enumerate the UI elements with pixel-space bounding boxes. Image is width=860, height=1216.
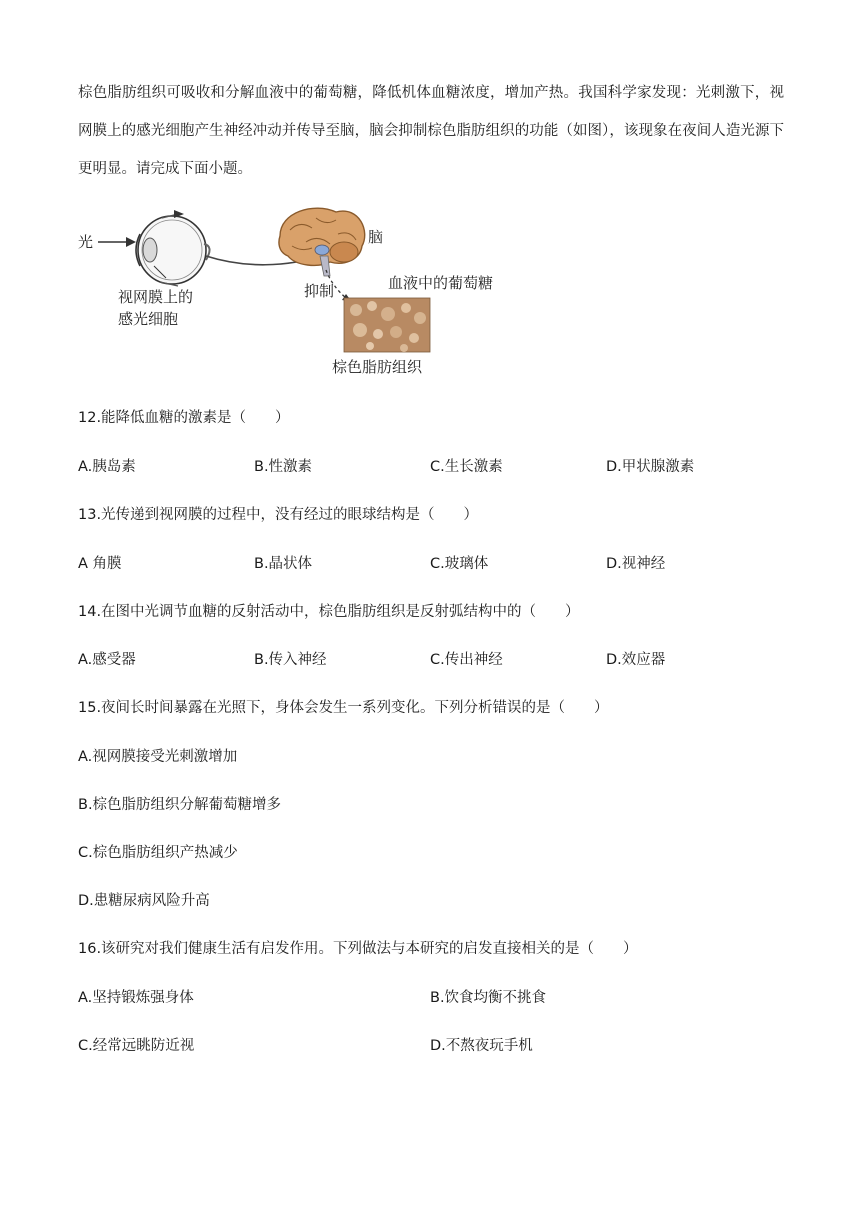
question-13-stem: 13.光传递到视网膜的过程中，没有经过的眼球结构是（ ） xyxy=(78,507,479,523)
question-13-option-d[interactable]: D.视神经 xyxy=(606,556,666,572)
question-12-option-a[interactable]: A.胰岛素 xyxy=(78,459,136,475)
question-15-option-b[interactable]: B.棕色脂肪组织分解葡萄糖增多 xyxy=(78,797,282,813)
question-16-option-a[interactable]: A.坚持锻炼强身体 xyxy=(78,990,194,1006)
question-12-option-b[interactable]: B.性激素 xyxy=(254,459,313,475)
adipose-tissue-label: 棕色脂肪组织 xyxy=(332,358,423,376)
question-13-option-b[interactable]: B.晶状体 xyxy=(254,556,313,572)
inhibit-label: 抑制 xyxy=(304,282,335,300)
question-13-option-a[interactable]: A 角膜 xyxy=(78,556,122,572)
question-15-option-a[interactable]: A.视网膜接受光刺激增加 xyxy=(78,749,238,765)
retina-label-line2: 感光细胞 xyxy=(118,310,179,328)
question-12-option-d[interactable]: D.甲状腺激素 xyxy=(606,459,695,475)
question-12-option-c[interactable]: C.生长激素 xyxy=(430,459,503,475)
question-14-option-b[interactable]: B.传入神经 xyxy=(254,652,327,668)
question-14-stem: 14.在图中光调节血糖的反射活动中，棕色脂肪组织是反射弧结构中的（ ） xyxy=(78,604,580,620)
question-15-option-c[interactable]: C.棕色脂肪组织产热减少 xyxy=(78,845,238,861)
question-15-option-d[interactable]: D.患糖尿病风险升高 xyxy=(78,893,210,909)
question-14-option-d[interactable]: D.效应器 xyxy=(606,652,666,668)
question-16-option-d[interactable]: D.不熬夜玩手机 xyxy=(430,1038,533,1054)
retina-label-line1: 视网膜上的 xyxy=(118,288,194,306)
adipose-tissue-image xyxy=(344,298,430,352)
light-label: 光 xyxy=(78,233,94,251)
glucose-label: 血液中的葡萄糖 xyxy=(388,274,494,292)
question-15-stem: 15.夜间长时间暴露在光照下，身体会发生一系列变化。下列分析错误的是（ ） xyxy=(78,700,609,716)
question-13-option-c[interactable]: C.玻璃体 xyxy=(430,556,489,572)
eyeball-icon xyxy=(136,210,210,286)
question-16-stem: 16.该研究对我们健康生活有启发作用。下列做法与本研究的启发直接相关的是（ ） xyxy=(78,941,638,957)
brain-icon xyxy=(279,208,365,276)
intro-paragraph: 棕色脂肪组织可吸收和分解血液中的葡萄糖，降低机体血糖浓度，增加产热。我国科学家发现：光刺激下，视网膜上的感光细胞产生神经冲动并传导至脑，脑会抑制棕色脂肪组织的功能（如图），该现象在夜间人造光源下更明显。请完成下面小题。 xyxy=(78,85,784,177)
brain-label: 脑 xyxy=(368,228,384,246)
question-14-option-c[interactable]: C.传出神经 xyxy=(430,652,503,668)
question-12-stem: 12.能降低血糖的激素是（ ） xyxy=(78,410,290,426)
question-16-option-c[interactable]: C.经常远眺防近视 xyxy=(78,1038,195,1054)
light-brain-adipose-figure xyxy=(74,206,514,384)
question-16-option-b[interactable]: B.饮食均衡不挑食 xyxy=(430,990,547,1006)
light-arrow xyxy=(98,237,136,247)
question-14-option-a[interactable]: A.感受器 xyxy=(78,652,136,668)
